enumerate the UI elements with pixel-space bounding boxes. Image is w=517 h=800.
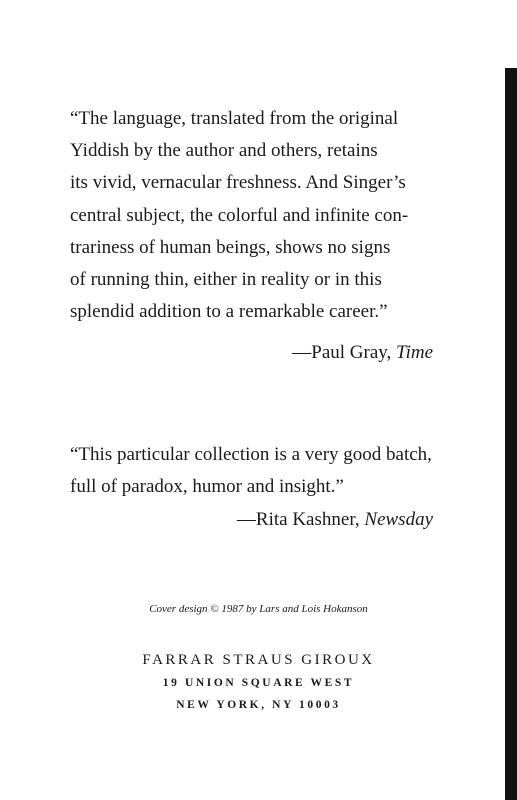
quote-line: “The language, translated from the original xyxy=(70,108,399,129)
publisher-name: FARRAR STRAUS GIROUX xyxy=(142,652,375,668)
quote-line: trariness of human beings, shows no signs xyxy=(70,236,391,258)
attribution-source: Newsday xyxy=(364,509,433,530)
quote-line: full of paradox, humor and insight.” xyxy=(70,476,344,497)
quote-line: its vivid, vernacular freshness. And Singer’s xyxy=(70,172,406,194)
quote-line: Yiddish by the author and others, retains xyxy=(70,140,378,162)
attribution-time xyxy=(292,342,433,364)
publisher-address-line1: 19 UNION SQUARE WEST xyxy=(162,677,355,689)
quote-line: “This particular collection is a very good batch, xyxy=(70,444,432,465)
attribution-author: —Rita Kashner, xyxy=(236,509,360,530)
attribution-newsday xyxy=(237,509,433,531)
quote-line: central subject, the colorful and infinite con- xyxy=(70,204,409,226)
quote-line: splendid addition to a remarkable career.” xyxy=(70,301,388,323)
publisher-address-line2: NEW YORK, NY 10003 xyxy=(176,699,341,711)
cover-design-credit: Cover design © 1987 by Lars and Lois Hokanson xyxy=(149,603,368,615)
publisher-block xyxy=(0,648,517,716)
review-quote-time xyxy=(70,103,450,328)
attribution-author: —Paul Gray, xyxy=(292,342,392,363)
quote-line: of running thin, either in reality or in this xyxy=(70,269,382,291)
review-quote-newsday xyxy=(70,439,450,503)
attribution-source: Time xyxy=(396,342,433,363)
